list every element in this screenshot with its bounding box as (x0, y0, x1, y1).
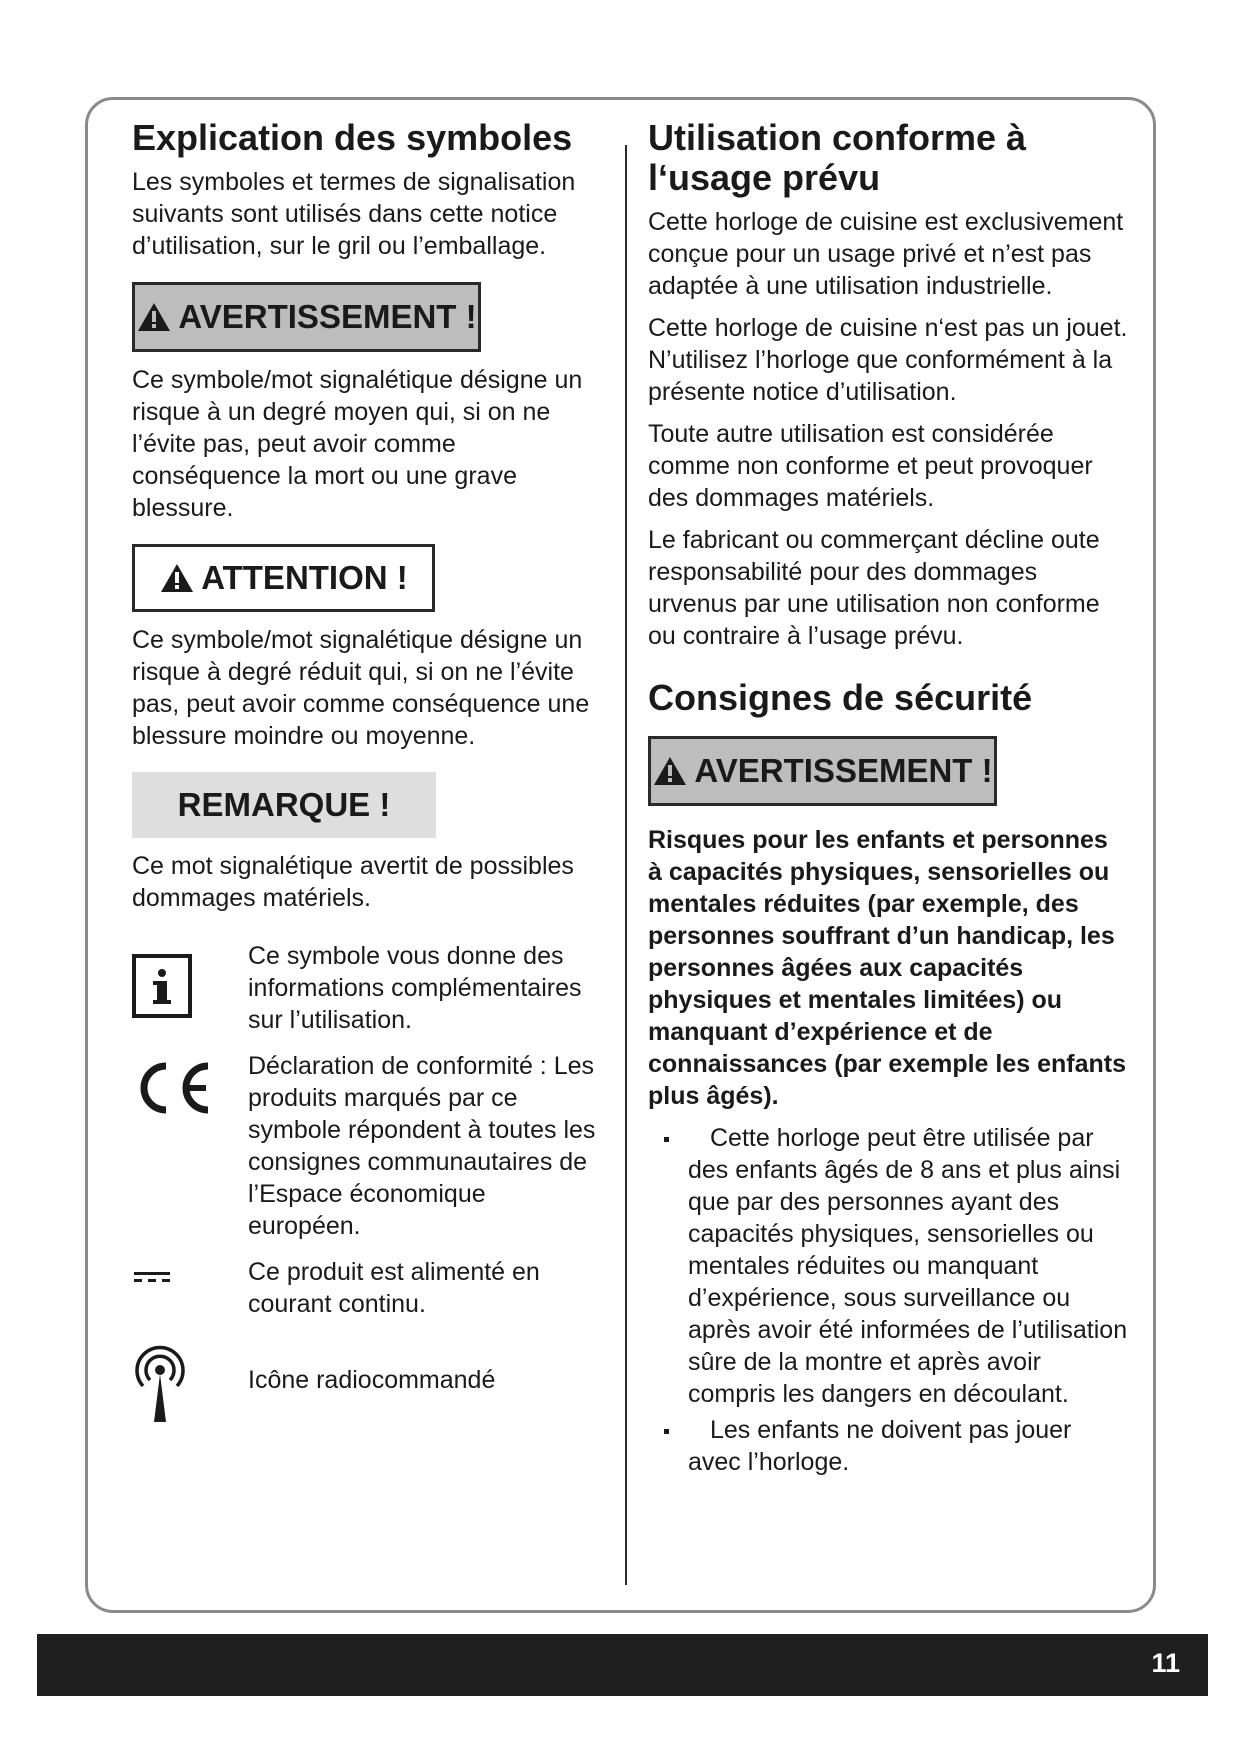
symbol-radio-text: Icône radiocommandé (248, 1366, 496, 1394)
warning-triangle-icon (159, 562, 195, 594)
radio-controlled-icon (132, 1344, 188, 1424)
column-divider (625, 145, 627, 1585)
list-item: Cette horloge peut être utilisée par des enfants âgés de 8 ans et plus ainsi que par des personnes ayant des capacités physiques, sensorielles ou mentales réduites ou manquant d’expérience, sous surveillance ou après avoir été informées de l’utilisation sûre de la montre et après avoir compris les dangers en découlant. (688, 1124, 1128, 1408)
attention-description: Ce symbole/mot signalétique désigne un risque à degré réduit qui, si on ne l’évite pas, peut avoir comme conséquence une blessure moindre ou moyenne. (132, 626, 590, 750)
safety-bullet-list (688, 1122, 1128, 1478)
warning-description: Ce symbole/mot signalétique désigne un risque à un degré moyen qui, si on ne l’évite pas, peut avoir comme conséquence la mort ou une grave blessure. (132, 366, 583, 522)
section-title-safety: Consignes de sécurité (648, 677, 1033, 718)
direct-current-icon (132, 1260, 172, 1290)
page-number: 11 (1151, 1648, 1180, 1678)
note-description: Ce mot signalétique avertit de possibles dommages matériels. (132, 852, 574, 912)
symbol-row-ce (132, 1050, 602, 1250)
attention-label: ATTENTION ! (201, 559, 408, 596)
symbol-row-info (132, 940, 602, 1044)
symbol-ce-text: Déclaration de conformité : Les produits marqués par ce symbole répondent à toutes les consignes communautaires de l’Espace économique européen. (248, 1052, 596, 1240)
warning-label: AVERTISSEMENT ! (178, 298, 477, 335)
safety-warning-label: AVERTISSEMENT ! (694, 752, 993, 789)
safety-risk-statement: Risques pour les enfants et personnes à capacités physiques, sensorielles ou mentales réduites (par exemple, des personnes souffrant d’un handicap, les personnes âgées aux capacités physiques et mentales limitées) ou manquant d’expérience et de connaissances (par exemple les enfants plus âgés). (648, 826, 1126, 1110)
left-column (132, 118, 602, 1429)
page-footer-bar (37, 1634, 1208, 1696)
intended-use-paragraph-2: Cette horloge de cuisine n‘est pas un jouet. N’utilisez l’horloge que conformément à la présente notice d’utilisation. (648, 314, 1128, 406)
safety-warning-signal-box (648, 736, 997, 806)
symbol-info-text: Ce symbole vous donne des informations complémentaires sur l’utilisation. (248, 942, 582, 1034)
note-label: REMARQUE ! (177, 786, 391, 823)
section-title-symbols: Explication des symboles (132, 117, 573, 158)
intended-use-paragraph-1: Cette horloge de cuisine est exclusivement conçue pour un usage privé et n’est pas adaptée à une utilisation industrielle. (648, 208, 1124, 300)
warning-signal-box (132, 282, 481, 352)
note-signal-box (132, 772, 436, 838)
section-title-intended-use: Utilisation conforme à l‘usage prévu (648, 117, 1027, 198)
list-item: Les enfants ne doivent pas jouer avec l’horloge. (688, 1414, 1128, 1478)
symbol-row-radio (132, 1344, 602, 1429)
symbol-dc-text: Ce produit est alimenté en courant continu. (248, 1258, 540, 1318)
symbols-intro: Les symboles et termes de signalisation suivants sont utilisés dans cette notice d’utilisation, sur le gril ou l’emballage. (132, 168, 576, 260)
info-icon (132, 954, 192, 1018)
ce-mark-icon (132, 1058, 212, 1118)
right-column (648, 118, 1128, 1482)
warning-triangle-icon (136, 301, 172, 333)
warning-triangle-icon (652, 755, 688, 787)
attention-signal-box (132, 544, 435, 612)
intended-use-paragraph-4: Le fabricant ou commerçant décline oute responsabilité pour des dommages urvenus par une utilisation non conforme ou contraire à l’usage prévu. (648, 526, 1100, 650)
symbol-row-dc (132, 1256, 602, 1328)
intended-use-paragraph-3: Toute autre utilisation est considérée comme non conforme et peut provoquer des dommages matériels. (648, 420, 1093, 512)
